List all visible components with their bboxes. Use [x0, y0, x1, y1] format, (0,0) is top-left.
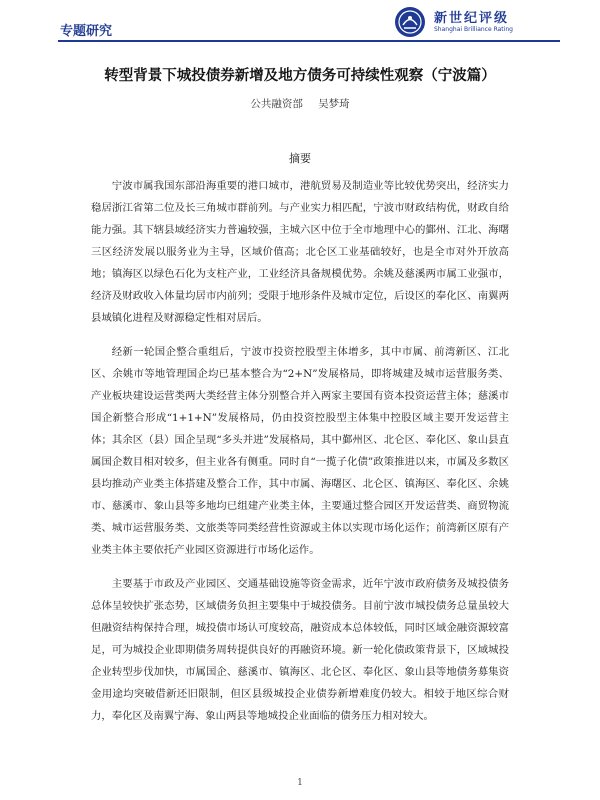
- section-label: 专题研究: [60, 24, 113, 39]
- logo-emblem-icon: [394, 6, 426, 38]
- logo-subtitle: Shanghai Brilliance Rating: [434, 26, 513, 33]
- abstract-body: [91, 175, 509, 739]
- page-title: 转型背景下城投债券新增及地方债务可持续性观察（宁波篇）: [104, 68, 496, 84]
- abstract-paragraph: 主要基于市政及产业园区、交通基础设施等资金需求，近年宁波市政府债务及城投债务总体呈较快扩张态势，区域债务负担主要集中于城投债务。目前宁波市城投债务总量虽较大但融资结构保持合理，城投债市场认可度较高，融资成本总体较低，同时区域金融资源较富足，可为城投企业即期债务周转提供良好的再融资环境。新一轮化债政策背景下，区域城投企业转型步伐加快，市属国企、慈溪市、镇海区、北仑区、奉化区、象山县等地债务募集资金用途均突破借新还旧限制，但区县级城投企业债券新增难度仍较大。相较于地区综合财力，奉化区及南翼宁海、象山两县等地城投企业面临的债务压力相对较大。: [91, 578, 509, 722]
- byline: [0, 96, 600, 111]
- header-divider: [58, 40, 560, 42]
- author-name: 吴梦琦: [318, 98, 350, 110]
- page-number: 1: [297, 778, 303, 788]
- author-department: 公共融资部: [250, 98, 303, 110]
- abstract-heading: 摘要: [289, 152, 311, 165]
- logo-name: 新世纪评级: [434, 11, 510, 26]
- abstract-paragraph: 经新一轮国企整合重组后，宁波市投资控股型主体增多，其中市属、前湾新区、江北区、余姚市等地管理国企均已基本整合为“2+N”发展格局，即将城建及城市运营服务类、产业板块建设运营类两大类经营主体分别整合并入两家主要国有资本投资运营主体；慈溪市国企新整合形成“1+1+N”发展格局，仍由投资控股型主体集中控股区域主要开发运营主体；其余区（县）国企呈现“多头并进”发展格局，其中鄞州区、北仑区、奉化区、象山县直属国企数目相对较多，但主业各有侧重。同时自“一揽子化债”政策推进以来，市属及多数区县均推动产业类主体搭建及整合工作，其中市属、海曙区、北仑区、镇海区、奉化区、余姚市、慈溪市、象山县等多地均已组建产业类主体，主要通过整合园区开发运营类、商贸物流类、城市运营服务类、文旅类等同类经营性资源或主体以实现市场化运作；前湾新区原有产业类主体主要依托产业园区资源进行市场化运作。: [91, 346, 509, 556]
- abstract-paragraph: 宁波市属我国东部沿海重要的港口城市，港航贸易及制造业等比较优势突出，经济实力稳居浙江省第二位及长三角城市群前列。与产业实力相匹配，宁波市财政结构优，财政自给能力强。其下辖县域经济实力普遍较强，主城六区中位于全市地理中心的鄞州、江北、海曙三区经济发展以服务业为主导，区域价值高；北仑区工业基础较好，也是全市对外开放高地；镇海区以绿色石化为支柱产业，工业经济具备规模优势。余姚及慈溪两市属工业强市，经济及财政收入体量均居市内前列；受限于地形条件及城市定位，后设区的奉化区、南翼两县域镇化进程及财源稳定性相对居后。: [91, 180, 509, 324]
- logo: [394, 4, 554, 40]
